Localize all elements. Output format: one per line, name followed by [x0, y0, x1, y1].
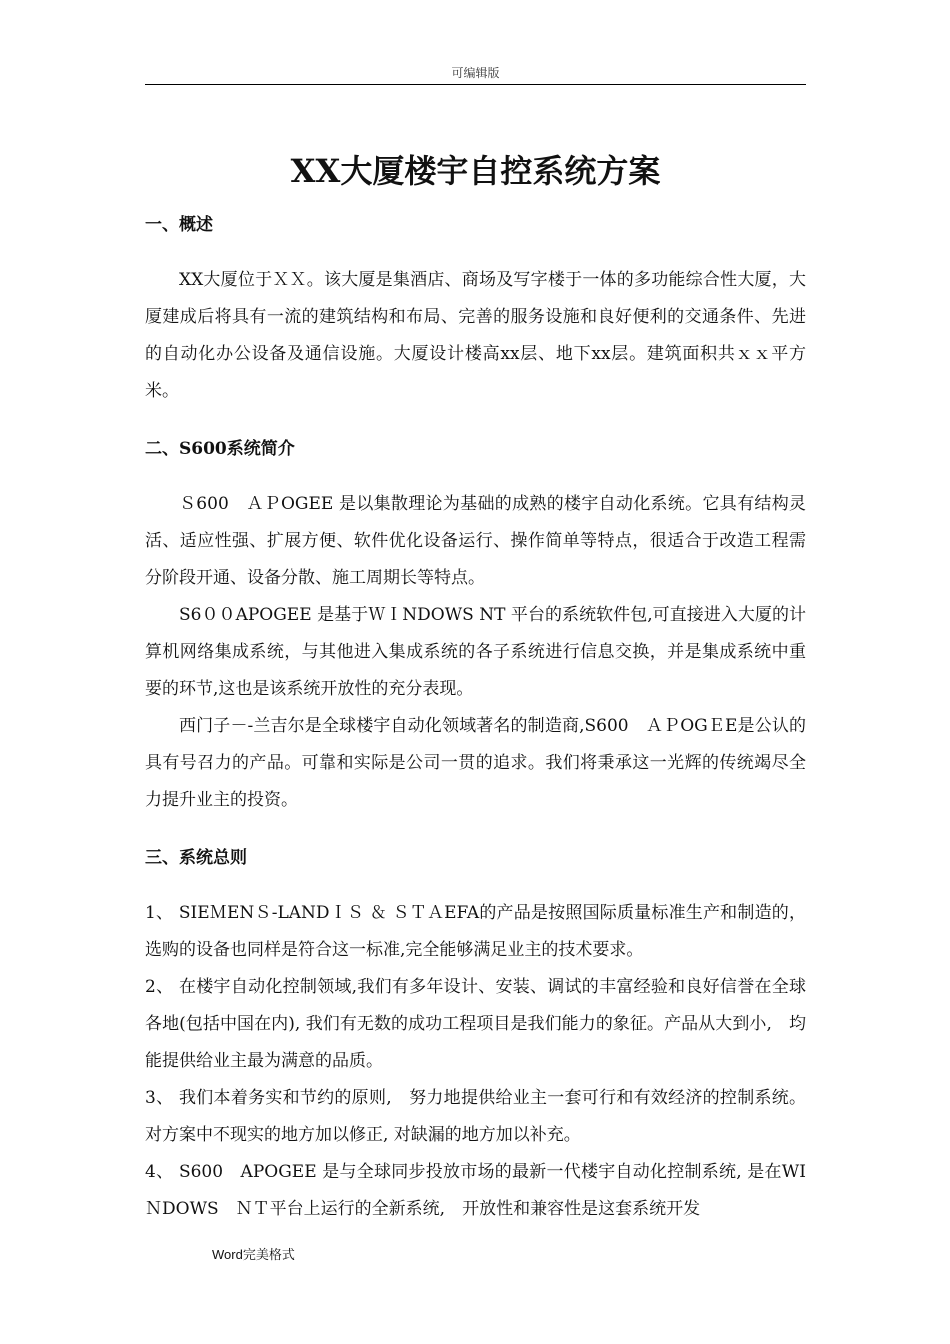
document-body — [145, 210, 806, 1228]
list-item: 4、 S600 APOGEE 是与全球同步投放市场的最新一代楼宇自动化控制系统, 是在WIＮDOWS ＮＴ平台上运行的全新系统, 开放性和兼容性是这套系统开发 — [145, 1162, 806, 1219]
section-heading-overview: 一、概述 — [145, 215, 213, 235]
section-heading-s600-intro: 二、S600系统简介 — [145, 439, 295, 459]
paragraph: S6００APOGEE 是基于ＷＩNDOWS NT 平台的系统软件包,可直接进入大厦的计算机网络集成系统，与其他进入集成系统的各子系统进行信息交换，并是集成系统中重要的环节,这也是该系统开放性的充分表现。 — [145, 605, 806, 699]
list-item: 2、 在楼宇自动化控制领域,我们有多年设计、安装、调试的丰富经验和良好信誉在全球各地(包括中国在内), 我们有无数的成功工程项目是我们能力的象征。产品从大到小, 均能提供给业主最为满意的品质。 — [145, 977, 806, 1071]
page-footer: Word完美格式 — [212, 1247, 295, 1262]
list-item: 3、 我们本着务实和节约的原则, 努力地提供给业主一套可行和有效经济的控制系统。对方案中不现实的地方加以修正, 对缺漏的地方加以补充。 — [145, 1088, 806, 1145]
list-item: 1、 SIEＭENＳ-LANDＩＳ ＆ ＳＴＡEFA的产品是按照国际质量标准生产和制造的，选购的设备也同样是符合这一标准,完全能够满足业主的技术要求。 — [145, 903, 806, 960]
paragraph: Ｓ600 ＡＰOGEE 是以集散理论为基础的成熟的楼宇自动化系统。它具有结构灵活、适应性强、扩展方便、软件优化设备运行、操作简单等特点，很适合于改造工程需分阶段开通、设备分散、施工周期长等特点。 — [145, 494, 806, 588]
paragraph: XX大厦位于ＸＸ。该大厦是集酒店、商场及写字楼于一体的多功能综合性大厦，大厦建成后将具有一流的建筑结构和布局、完善的服务设施和良好便利的交通条件、先进的自动化办公设备及通信设施。大厦设计楼高xx层、地下xx层。建筑面积共ｘｘ平方米。 — [145, 270, 806, 401]
page-header: 可编辑版 — [145, 64, 806, 85]
document-title: XX大厦楼宇自控系统方案 — [290, 152, 661, 191]
section-heading-general-rules: 三、系统总则 — [145, 848, 247, 868]
paragraph: 西门子－-兰吉尔是全球楼宇自动化领域著名的制造商,S600 ＡＰOGＥE是公认的具有号召力的产品。可靠和实际是公司一贯的追求。我们将秉承这一光辉的传统竭尽全力提升业主的投资。 — [145, 716, 806, 810]
